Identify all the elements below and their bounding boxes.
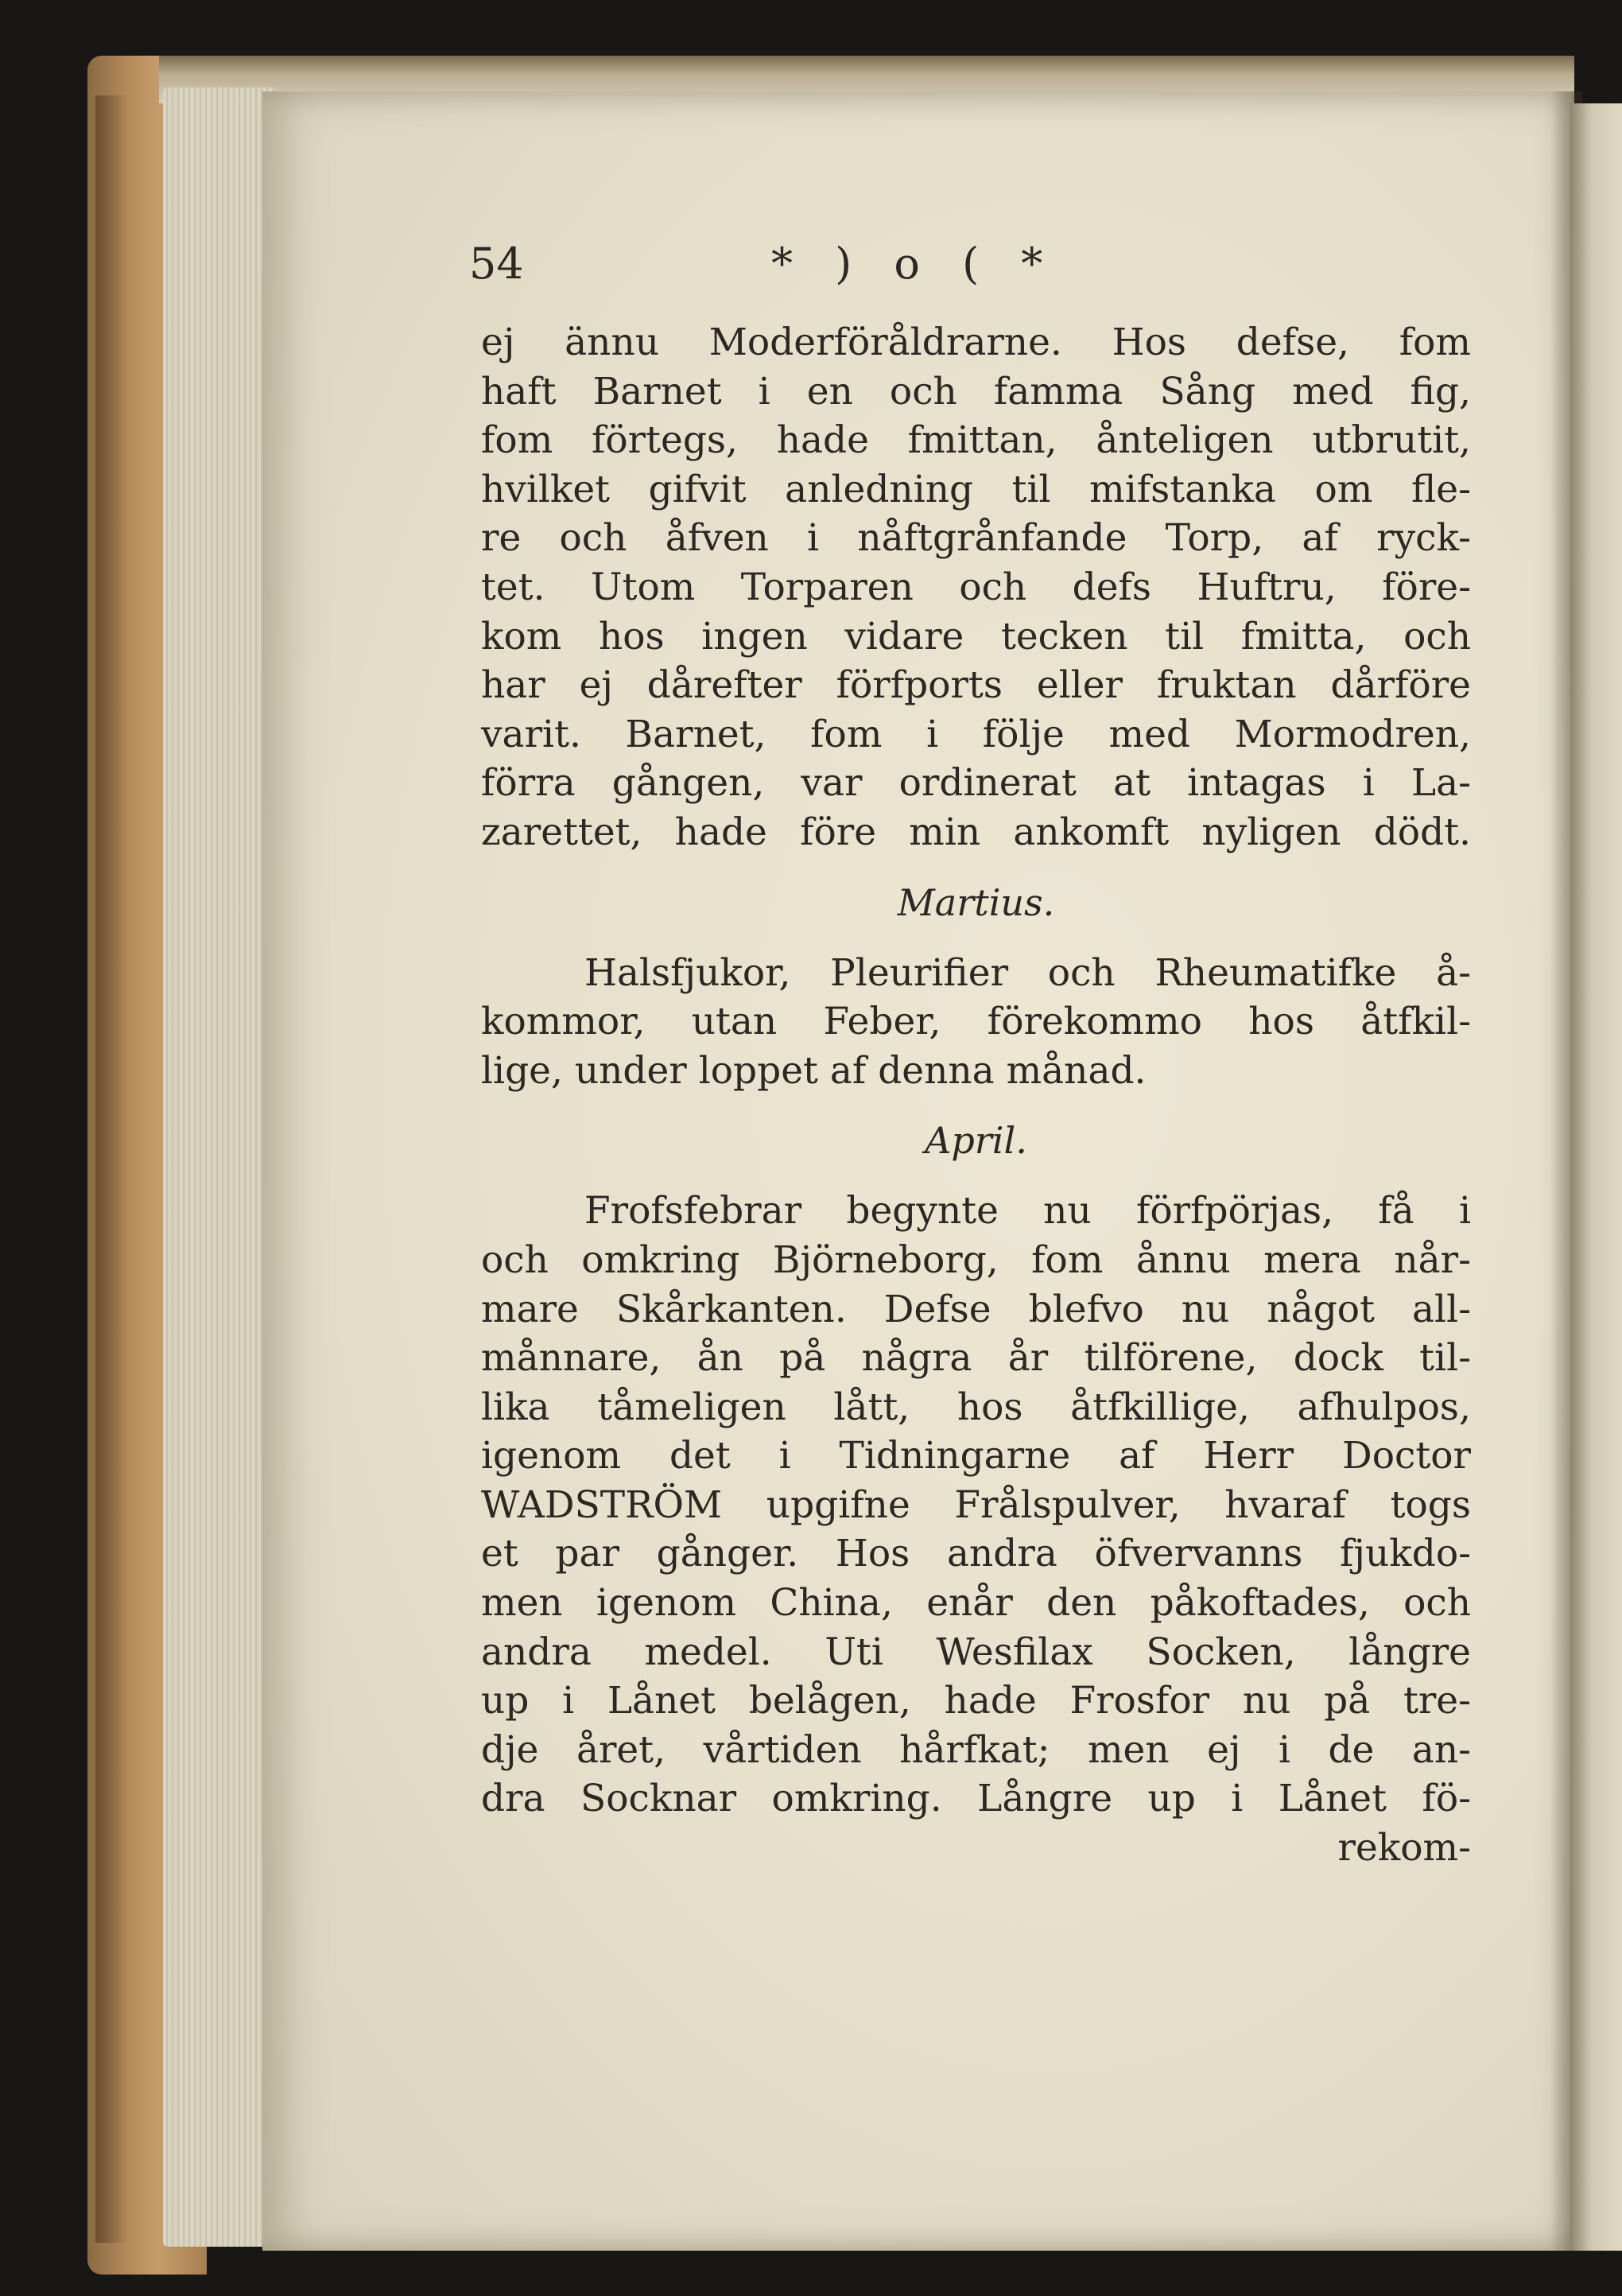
section-heading-martius: Martius. [897,880,1055,924]
text-line: haft Barnet i en och famma Sång med fig, [481,369,1471,414]
running-header [469,239,1463,302]
text-line: förra gången, var ordinerat at intagas i La- [481,761,1471,806]
paragraph-1 [481,318,1471,857]
text-line: ej ännu Moderföråldrarne. Hos defse, fom [481,321,1471,364]
paragraph-3 [481,1187,1471,1824]
section-heading-april: April. [925,1119,1027,1163]
text-line: et par gånger. Hos andra öfvervanns fjukdo- [481,1532,1471,1576]
text-line: zarettet, hade före min ankomft nyligen dödt. [481,810,1471,854]
text-line: har ej dårefter förfports eller fruktan dårföre [481,663,1471,708]
text-line: kom hos ingen vidare tecken til fmitta, och [481,614,1471,658]
facing-page-edge [1570,103,1622,2251]
text-line: men igenom China, enår den påkoftades, och [481,1581,1471,1626]
text-line: hvilket gifvit anledning til mifstanka om fle- [481,467,1471,511]
text-line: up i Lånet belågen, hade Frosfor nu på tre- [481,1679,1471,1723]
text-line: tet. Utom Torparen och defs Huftru, före- [481,565,1471,609]
text-line: lige, under loppet af denna månad. [481,1048,1147,1093]
text-line: WADSTRÖM upgifne Frålspulver, hvaraf togs [481,1482,1471,1527]
catchword: rekom- [1337,1826,1471,1871]
text-line: Halsfjukor, Pleurifier och Rheumatifke å- [584,950,1471,995]
page-stack-edges [163,87,274,2247]
text-line: mare Skårkanten. Defse blefvo nu något all- [481,1287,1471,1331]
text-line: dje året, vårtiden hårfkat; men ej i de an- [481,1727,1471,1772]
text-line: kommor, utan Feber, förekommo hos åtfkil- [481,1000,1471,1044]
paragraph-2 [481,949,1471,1096]
text-line: dra Socknar omkring. Långre up i Lånet fö- [481,1777,1471,1821]
text-line: månnare, ån på några år tilförene, dock til- [481,1336,1471,1381]
text-line: varit. Barnet, fom i följe med Mormodren, [481,712,1471,756]
page-body [481,318,1471,1873]
text-line: andra medel. Uti Wesfilax Socken, långre [481,1630,1471,1674]
text-line: och omkring Björneborg, fom ånnu mera når- [481,1237,1471,1282]
text-line: lika tåmeligen lått, hos åtfkillige, afhulpos, [481,1385,1471,1429]
header-ornament: * ) o ( * [771,239,1057,289]
text-line: igenom det i Tidningarne af Herr Doctor [481,1434,1471,1478]
text-line: Frofsfebrar begynte nu förfpörjas, få i [584,1189,1471,1233]
page-number: 54 [469,239,524,289]
cover-shadow [95,95,127,2243]
text-line: re och åfven i nåftgrånfande Torp, af ryck- [481,516,1471,561]
text-line: fom förtegs, hade fmittan, ånteligen utbrutit, [481,418,1471,463]
